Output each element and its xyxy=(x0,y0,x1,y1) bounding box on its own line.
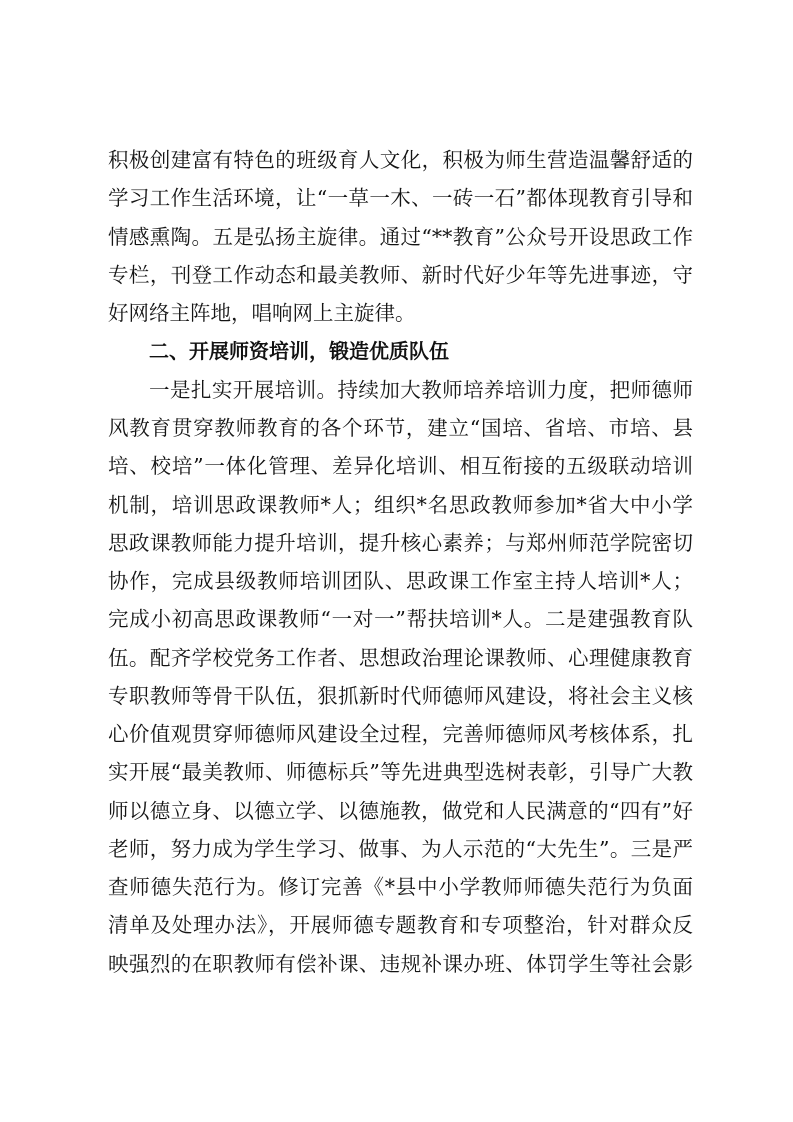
text-line: 一是扎实开展培训。持续加大教师培养培训力度，把师德师 xyxy=(149,378,693,402)
text-line: 师以德立身、以德立学、以德施教，做党和人民满意的“四有”好 xyxy=(108,799,693,823)
text-line: 查师德失范行为。修订完善《*县中小学教师师德失范行为负面 xyxy=(108,875,693,899)
text-line: 专职教师等骨干队伍，狠抓新时代师德师风建设，将社会主义核 xyxy=(108,684,693,708)
text-line: 心价值观贯穿师德师风建设全过程，完善师德师风考核体系，扎 xyxy=(108,722,693,746)
text-line: 清单及处理办法》，开展师德专题教育和专项整治，针对群众反 xyxy=(108,913,693,937)
section-heading: 二、开展师资培训，锻造优质队伍 xyxy=(149,339,449,363)
text-line: 协作，完成县级教师培训团队、思政课工作室主持人培训*人； xyxy=(108,569,693,593)
text-line: 培、校培”一体化管理、差异化培训、相互衔接的五级联动培训 xyxy=(108,454,693,478)
text-line: 老师，努力成为学生学习、做事、为人示范的“大先生”。三是严 xyxy=(108,837,693,861)
text-line: 伍。配齐学校党务工作者、思想政治理论课教师、心理健康教育 xyxy=(108,646,693,670)
text-line: 实开展“最美教师、师德标兵”等先进典型选树表彰，引导广大教 xyxy=(108,760,693,784)
text-line: 好网络主阵地，唱响网上主旋律。 xyxy=(108,301,416,325)
text-line: 完成小初高思政课教师“一对一”帮扶培训*人。二是建强教育队 xyxy=(108,607,693,631)
text-line: 思政课教师能力提升培训，提升核心素养；与郑州师范学院密切 xyxy=(108,531,693,555)
text-line: 专栏，刊登工作动态和最美教师、新时代好少年等先进事迹，守 xyxy=(108,263,693,287)
text-line: 映强烈的在职教师有偿补课、违规补课办班、体罚学生等社会影 xyxy=(108,952,693,976)
text-line: 风教育贯穿教师教育的各个环节，建立“国培、省培、市培、县 xyxy=(108,416,693,440)
text-line: 学习工作生活环境，让“一草一木、一砖一石”都体现教育引导和 xyxy=(108,186,693,210)
text-line: 积极创建富有特色的班级育人文化，积极为师生营造温馨舒适的 xyxy=(108,148,693,172)
text-line: 机制，培训思政课教师*人；组织*名思政教师参加*省大中小学 xyxy=(108,493,693,517)
text-line: 情感熏陶。五是弘扬主旋律。通过“**教育”公众号开设思政工作 xyxy=(108,225,693,249)
